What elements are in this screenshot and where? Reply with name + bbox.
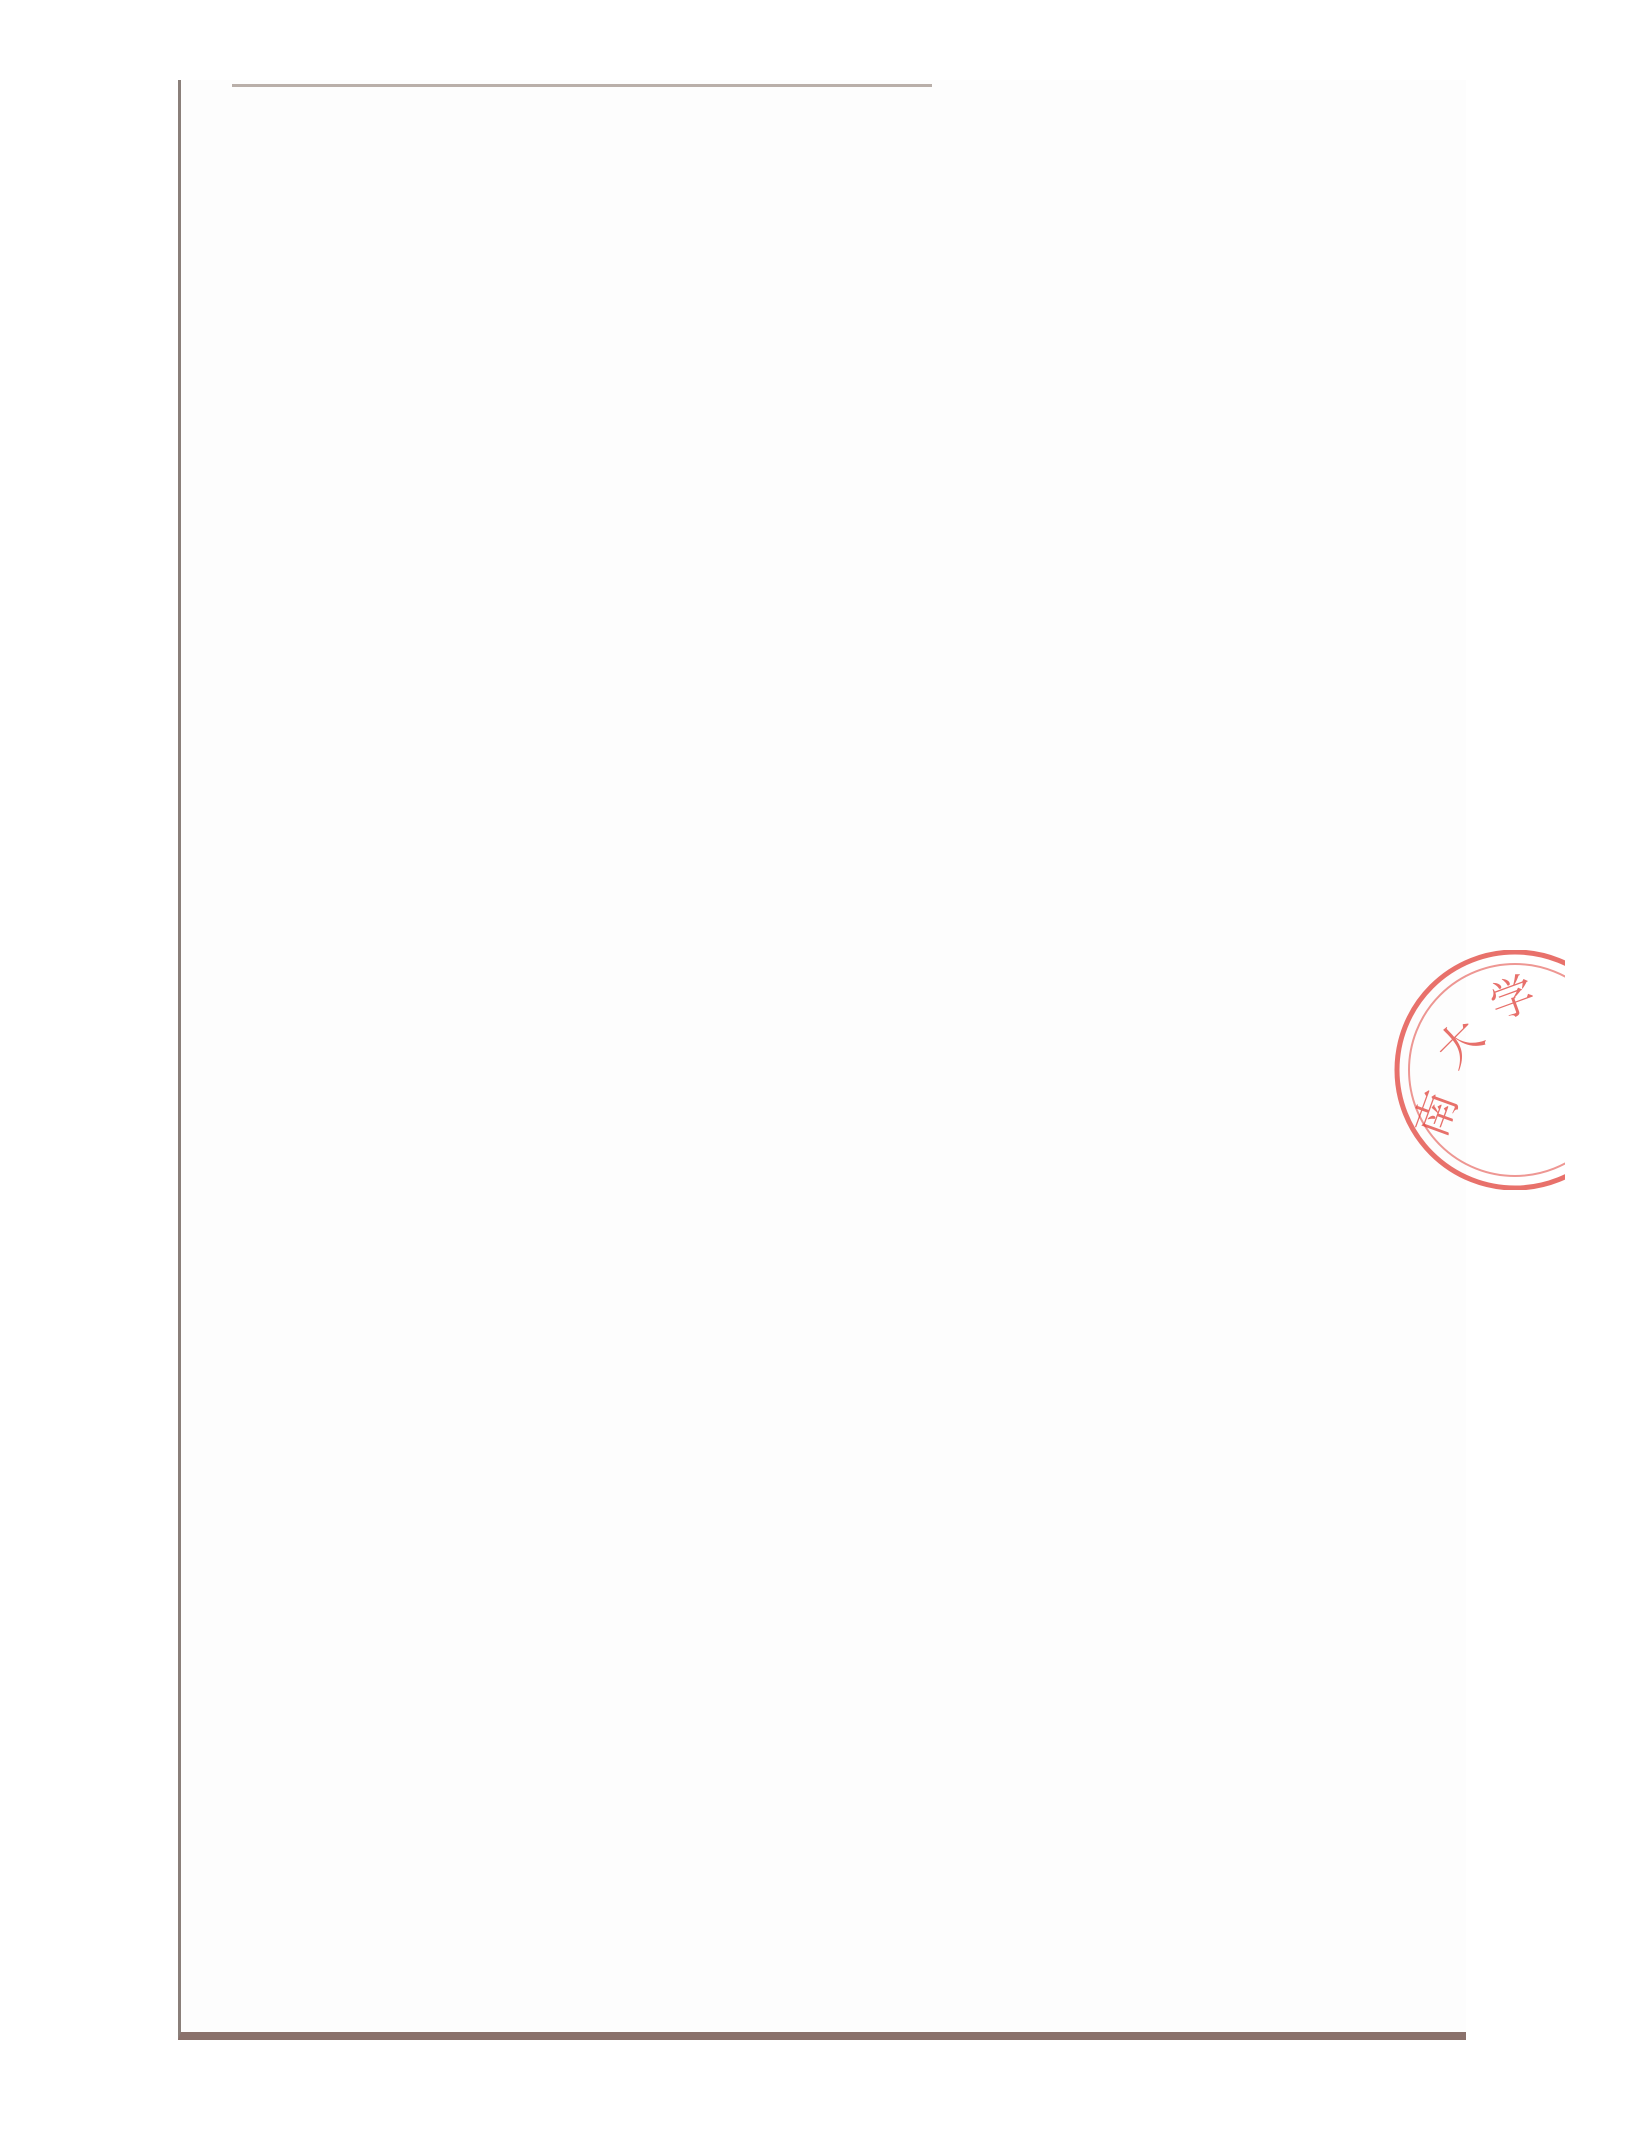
svg-text:学: 学 <box>1483 967 1543 1031</box>
official-seal <box>1385 950 1565 1190</box>
top-rule <box>232 84 932 87</box>
svg-text:南: 南 <box>1405 1084 1469 1144</box>
svg-text:大: 大 <box>1426 1010 1494 1078</box>
document-sheet <box>178 80 1469 2040</box>
